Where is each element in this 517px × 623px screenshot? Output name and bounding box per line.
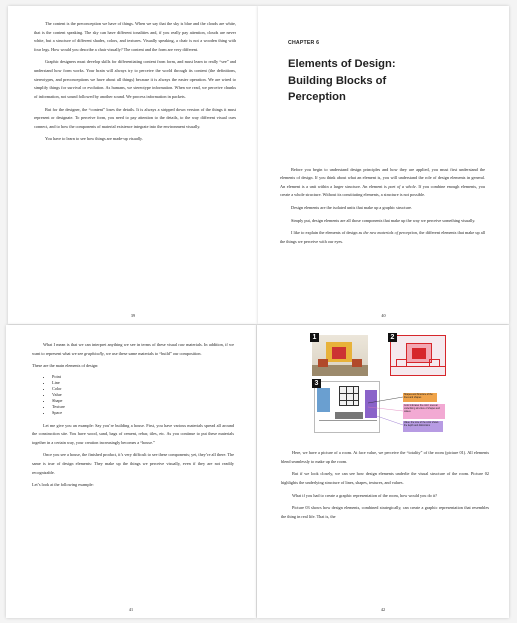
paragraph: Here, we have a picture of a room. At face value, we perceive the “totality” of the room (picture 01). All elements blend seamlessly to make up the room. xyxy=(281,450,489,464)
paragraph: I like to explain the elements of design as the raw materials of perception, the different elements that make up all the things we perceive with our eyes. xyxy=(280,230,485,244)
figure-number: 2 xyxy=(388,333,397,342)
chapter-title-line: Building Blocks of xyxy=(288,74,387,87)
paragraph: But for the designer, the “content” loses the details. It is always a stripped down version of the things it must represent or designate. To perceive form, you need to pay attention to the details, to the way different visual cues connect, and to how the components of material existence integrate into the environment visually. xyxy=(34,106,236,129)
page-42 xyxy=(257,325,509,618)
room-figure xyxy=(308,333,458,441)
list-intro: These are the main elements of design: xyxy=(32,363,99,369)
callout-color: Color indicates the color: uses an underlining structure of shapes and values xyxy=(403,404,445,419)
callout-value: Value: the tone of the color shows the depth and distinctions xyxy=(403,421,443,432)
list-item: • Shape xyxy=(52,398,234,404)
chapter-title-line: Perception xyxy=(288,91,346,103)
chapter-title-line: Elements of Design: xyxy=(288,58,396,70)
paragraph: Let’s look at the following example: xyxy=(32,482,94,488)
page-number: 42 xyxy=(380,607,386,612)
paragraph: Once you see a house, the finished product, it’s very difficult to see these components; yet, they’re all there. The same is true of design elements: They make up the things we perceive visually, even if they are not readily recognizable. xyxy=(32,452,234,475)
paragraph: You have to learn to see how things are made-up visually. xyxy=(45,136,144,142)
page-39 xyxy=(8,6,258,324)
paragraph: Let me give you an example: Say you’re building a house. First, you have various materials spread all around the construction site. You have wood, sand, bags of cement, rebar, tiles, etc. As you continue to put these materials together in a certain way, your creation increasingly becomes a “house.” xyxy=(32,422,234,445)
callout-shapes: Shapes and Structure of the lines and shapes xyxy=(403,393,437,402)
paragraph: Design elements are the isolated units that make up a graphic structure. xyxy=(291,204,413,210)
paragraph: Before you begin to understand design principles and how they are applied, you must first understand the elements of design. If you think about what an element is, you will understand the role of design elements in general. An element is a unit within a larger structure. An element is part of a whole. If you combine enough elements, you create a whole structure. Without its constituting elements, a structure is not possible. xyxy=(280,166,485,198)
paragraph: Simply put, design elements are all those components that make up the way we perceive something visually. xyxy=(291,217,476,223)
chapter-label: CHAPTER 6 xyxy=(288,40,320,46)
page-number: 41 xyxy=(128,607,134,612)
list-item: • Space xyxy=(52,410,234,416)
paragraph: What if you had to create a graphic representation of the room, how would you do it? xyxy=(292,492,438,498)
list-item: • Texture xyxy=(52,404,234,410)
paragraph: But if we look closely, we can see how design elements underlie the visual structure of the room. Picture 02 highlights the underlying structure of lines, shapes, textures, and values. xyxy=(281,471,489,485)
paragraph: Graphic designers must develop skills for differentiating content from form, and must learn to really “see” and understand how form works. Your brain will always try to perceive the world through its content (the definitions, stereotypes, and preconceptions we have about all things) because it is always the easier operation. We are wired to simplify things for survival or evolution. As humans, we stereotype information. When we read, we perceive chunks of information, not sound followed by another sound. We process information in packets. xyxy=(34,59,236,99)
page-number: 39 xyxy=(130,313,136,318)
page-41 xyxy=(6,325,256,618)
paragraph: What I mean is that we can interpret anything we see in terms of these visual raw materials. In addition, if we want to represent what we see graphically, we use these same materials to “build” our composition. xyxy=(32,342,234,356)
paragraph: The content is the preconception we have of things. When we say that the sky is blue and the clouds are white, that is the content speaking. The sky can have different tonalities and, if you really pay attention, clouds are never white, but a structure of different shades, colors, and textures. Visually speaking, a chair is not a wooden thing with four legs. How would you describe a chair visually? The content and the form are very different. xyxy=(34,21,236,52)
list-item: • Value xyxy=(52,392,234,398)
elements-list xyxy=(32,374,234,417)
figure-number: 1 xyxy=(310,333,319,342)
figure-number: 3 xyxy=(312,379,321,388)
paragraph: Picture 03 shows how design elements, combined strategically, can create a graphic representation that resembles the thing in real life. That is, the xyxy=(281,505,489,519)
list-item: • Color xyxy=(52,386,234,392)
page-40 xyxy=(258,6,509,324)
list-item: • Point xyxy=(52,374,234,380)
page-number: 40 xyxy=(381,313,386,318)
list-item: • Line xyxy=(52,380,234,386)
